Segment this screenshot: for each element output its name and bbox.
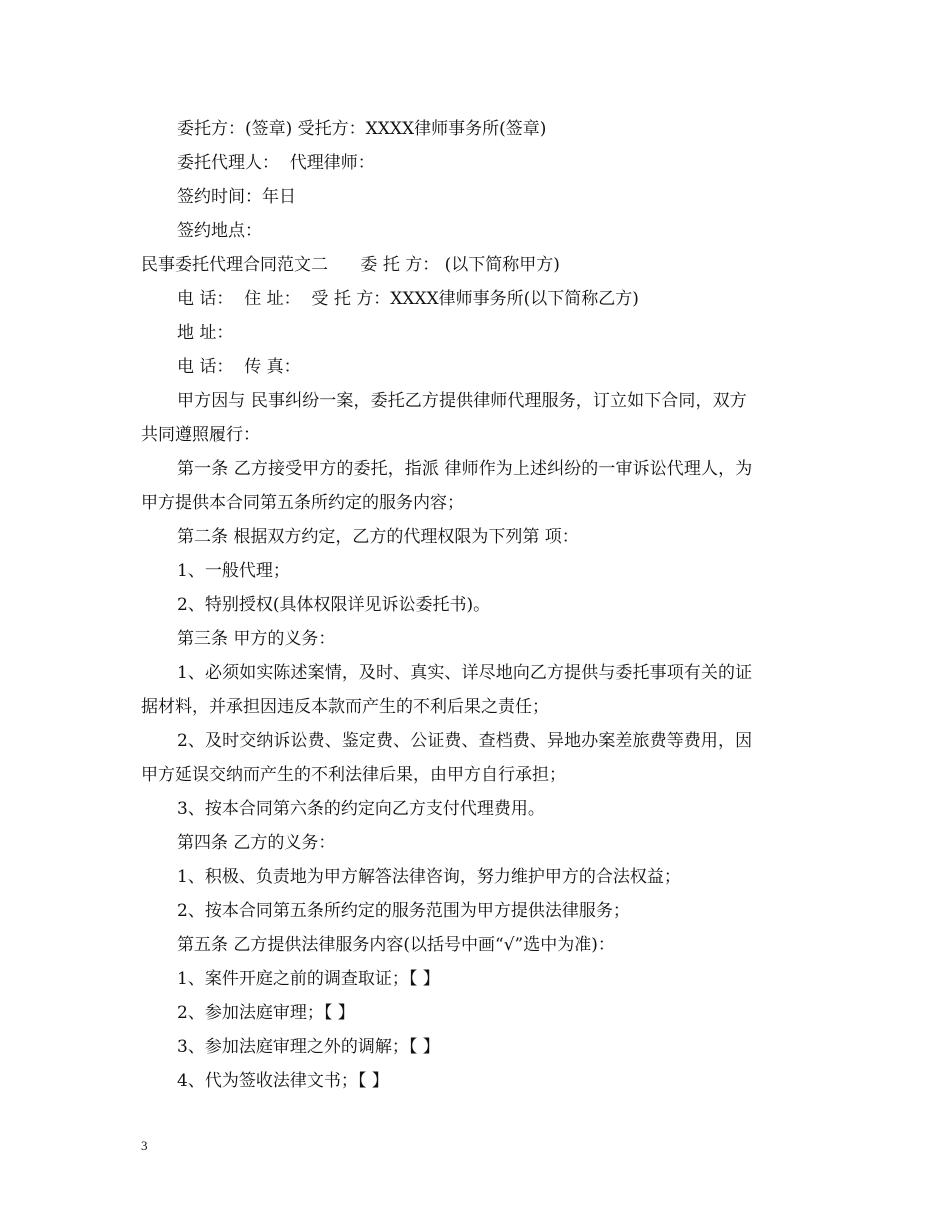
text-line-address: 地 址： — [177, 323, 234, 343]
document-body — [141, 112, 809, 1098]
text-line-article-5-item-3: 3、参加法庭审理之外的调解；【 】 — [177, 1037, 440, 1057]
text-line-preamble-cont: 共同遵照履行： — [141, 425, 260, 445]
text-line-article-1-cont: 甲方提供本合同第五条所约定的服务内容； — [141, 493, 464, 513]
text-line-article-3-item-2: 2、及时交纳诉讼费、鉴定费、公证费、查档费、异地办案差旅费等费用，因 — [177, 731, 753, 751]
text-line-signature-parties: 委托方：(签章) 受托方：XXXX律师事务所(签章) — [177, 119, 547, 139]
text-line-article-3-item-3: 3、按本合同第六条的约定向乙方支付代理费用。 — [177, 799, 545, 819]
text-line-article-3-item-2-cont: 甲方延误交纳而产生的不利法律后果，由甲方自行承担； — [141, 765, 566, 785]
text-line-article-2-item-1: 1、一般代理； — [177, 561, 290, 581]
text-line-article-5-item-2: 2、参加法庭审理；【 】 — [177, 1003, 355, 1023]
text-line-article-4: 第四条 乙方的义务： — [177, 833, 336, 853]
text-line-phone-fax: 电 话： 传 真： — [177, 357, 301, 377]
text-line-article-1: 第一条 乙方接受甲方的委托，指派 律师作为上述纠纷的一审诉讼代理人，为 — [177, 459, 753, 479]
text-line-article-3-item-1: 1、必须如实陈述案情，及时、真实、详尽地向乙方提供与委托事项有关的证 — [177, 663, 753, 683]
page-number: 3 — [141, 1138, 148, 1153]
text-line-sign-place: 签约地点： — [177, 221, 262, 241]
text-line-contract-title-client: 民事委托代理合同范文二 委 托 方： (以下简称甲方) — [141, 255, 560, 275]
text-line-article-4-item-2: 2、按本合同第五条所约定的服务范围为甲方提供法律服务； — [177, 901, 630, 921]
text-line-article-2: 第二条 根据双方约定，乙方的代理权限为下列第 项： — [177, 527, 579, 547]
text-line-article-3: 第三条 甲方的义务： — [177, 629, 336, 649]
text-line-preamble: 甲方因与 民事纠纷一案，委托乙方提供律师代理服务，订立如下合同，双方 — [177, 391, 747, 411]
text-line-article-2-item-2: 2、特别授权(具体权限详见诉讼委托书)。 — [177, 595, 491, 615]
text-line-agents: 委托代理人： 代理律师： — [177, 153, 375, 173]
text-line-article-5-item-4: 4、代为签收法律文书；【 】 — [177, 1071, 389, 1091]
text-line-sign-date: 签约时间：年日 — [177, 187, 296, 207]
text-line-article-3-item-1-cont: 据材料，并承担因违反本款而产生的不利后果之责任； — [141, 697, 549, 717]
text-line-article-5: 第五条 乙方提供法律服务内容(以括号中画“√”选中为准)： — [177, 935, 615, 955]
text-line-client-contact: 电 话： 住 址： 受 托 方：XXXX律师事务所(以下简称乙方) — [177, 289, 639, 309]
text-line-article-5-item-1: 1、案件开庭之前的调查取证；【 】 — [177, 969, 440, 989]
text-line-article-4-item-1: 1、积极、负责地为甲方解答法律咨询，努力维护甲方的合法权益； — [177, 867, 681, 887]
